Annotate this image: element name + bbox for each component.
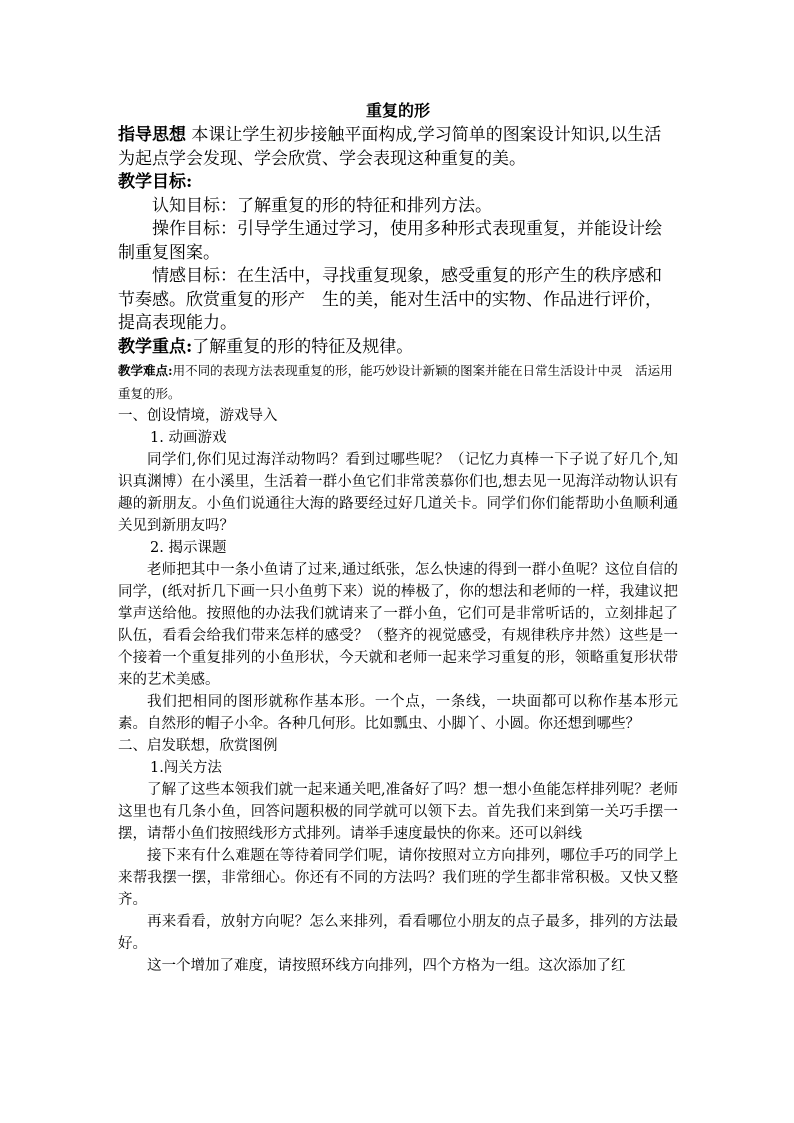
paragraph-4: 了解了这些本领我们就一起来通关吧,准备好了吗？想一想小鱼能怎样排列呢？老师这里也有几条小鱼，回答问题积极的同学就可以领下去。首先我们来到第一关巧手摆一摆，请帮小鱼们按照线形方式排列。请举手速度最快的你来。还可以斜线	[118, 782, 678, 842]
difficulty-text: 用不同的表现方法表现重复的形，能巧妙设计新颖的图案并能在日常生活设计中灵 活运用重复的形。	[118, 363, 673, 401]
section-2-1-heading: 1.闯关方法	[150, 760, 222, 776]
key-label: 教学重点:	[118, 336, 193, 357]
guiding-label: 指导思想	[118, 125, 186, 145]
goal-cognitive: 认知目标：了解重复的形的特征和排列方法。	[152, 195, 492, 216]
goal-operation: 操作目标：引导学生通过学习，使用多种形式表现重复，并能设计绘制重复图案。	[118, 219, 662, 263]
difficulty-label: 教学难点:	[118, 363, 173, 378]
key-text: 了解重复的形的特征及规律。	[192, 336, 414, 357]
guiding-thought	[118, 124, 678, 171]
section-2-heading: 二、启发联想，欣赏图例	[118, 738, 278, 754]
goals-heading: 教学目标:	[118, 172, 193, 192]
paragraph-2: 老师把其中一条小鱼请了过来,通过纸张，怎么快速的得到一群小鱼呢？这位自信的同学，(纸对折几下画一只小鱼剪下来）说的棒极了，你的想法和老师的一样，我建议把掌声送给他。按照他的办法我们就请来了一群小鱼，它们可是非常听话的，立刻排起了队伍，看看会给我们带来怎样的感受？（整齐的视觉感受，有规律秩序井然）这些是一个接着一个重复排列的小鱼形状，今天就和老师一起来学习重复的形，领略重复形状带来的艺术美感。	[118, 562, 678, 688]
paragraph-7: 这一个增加了难度，请按照环线方向排列，四个方格为一组。这次添加了红	[147, 958, 626, 974]
section-1-1-heading: 1. 动画游戏	[150, 430, 227, 446]
paragraph-1: 同学们,你们见过海洋动物吗？看到过哪些呢？（记忆力真棒一下子说了好几个,知识真渊博）在小溪里，生活着一群小鱼它们非常羡慕你们也,想去见一见海洋动物认识有趣的新朋友。小鱼们说通往大海的路要经过好几道关卡。同学们你们能帮助小鱼顺利通关见到新朋友吗？	[118, 452, 678, 534]
guiding-text: 本课让学生初步接触平面构成,学习简单的图案设计知识,以生活为起点学会发现、学会欣赏、学会表现这种重复的美。	[118, 125, 662, 169]
paragraph-3: 我们把相同的图形就称作基本形。一个点，一条线，一块面都可以称作基本形元素。自然形的帽子小伞。各种几何形。比如瓢虫、小脚丫、小圆。你还想到哪些？	[118, 694, 678, 732]
paragraph-6: 再来看看，放射方向呢？怎么来排列，看看哪位小朋友的点子最多，排列的方法最好。	[118, 914, 678, 952]
section-1-heading: 一、创设情境，游戏导入	[118, 408, 278, 424]
key-point	[118, 336, 678, 360]
difficulty	[118, 359, 678, 405]
paragraph-5: 接下来有什么难题在等待着同学们呢，请你按照对立方向排列，哪位手巧的同学上来帮我摆一摆，非常细心。你还有不同的方法吗？我们班的学生都非常积极。又快又整齐。	[118, 848, 678, 908]
goal-emotion: 情感目标：在生活中，寻找重复现象，感受重复的形产生的秩序感和节奏感。欣赏重复的形产 生的美，能对生活中的实物、作品进行评价，提高表现能力。	[118, 266, 662, 333]
document-title: 重复的形	[365, 101, 430, 120]
section-1-2-heading: 2. 揭示课题	[150, 540, 227, 556]
document-page	[118, 100, 678, 977]
